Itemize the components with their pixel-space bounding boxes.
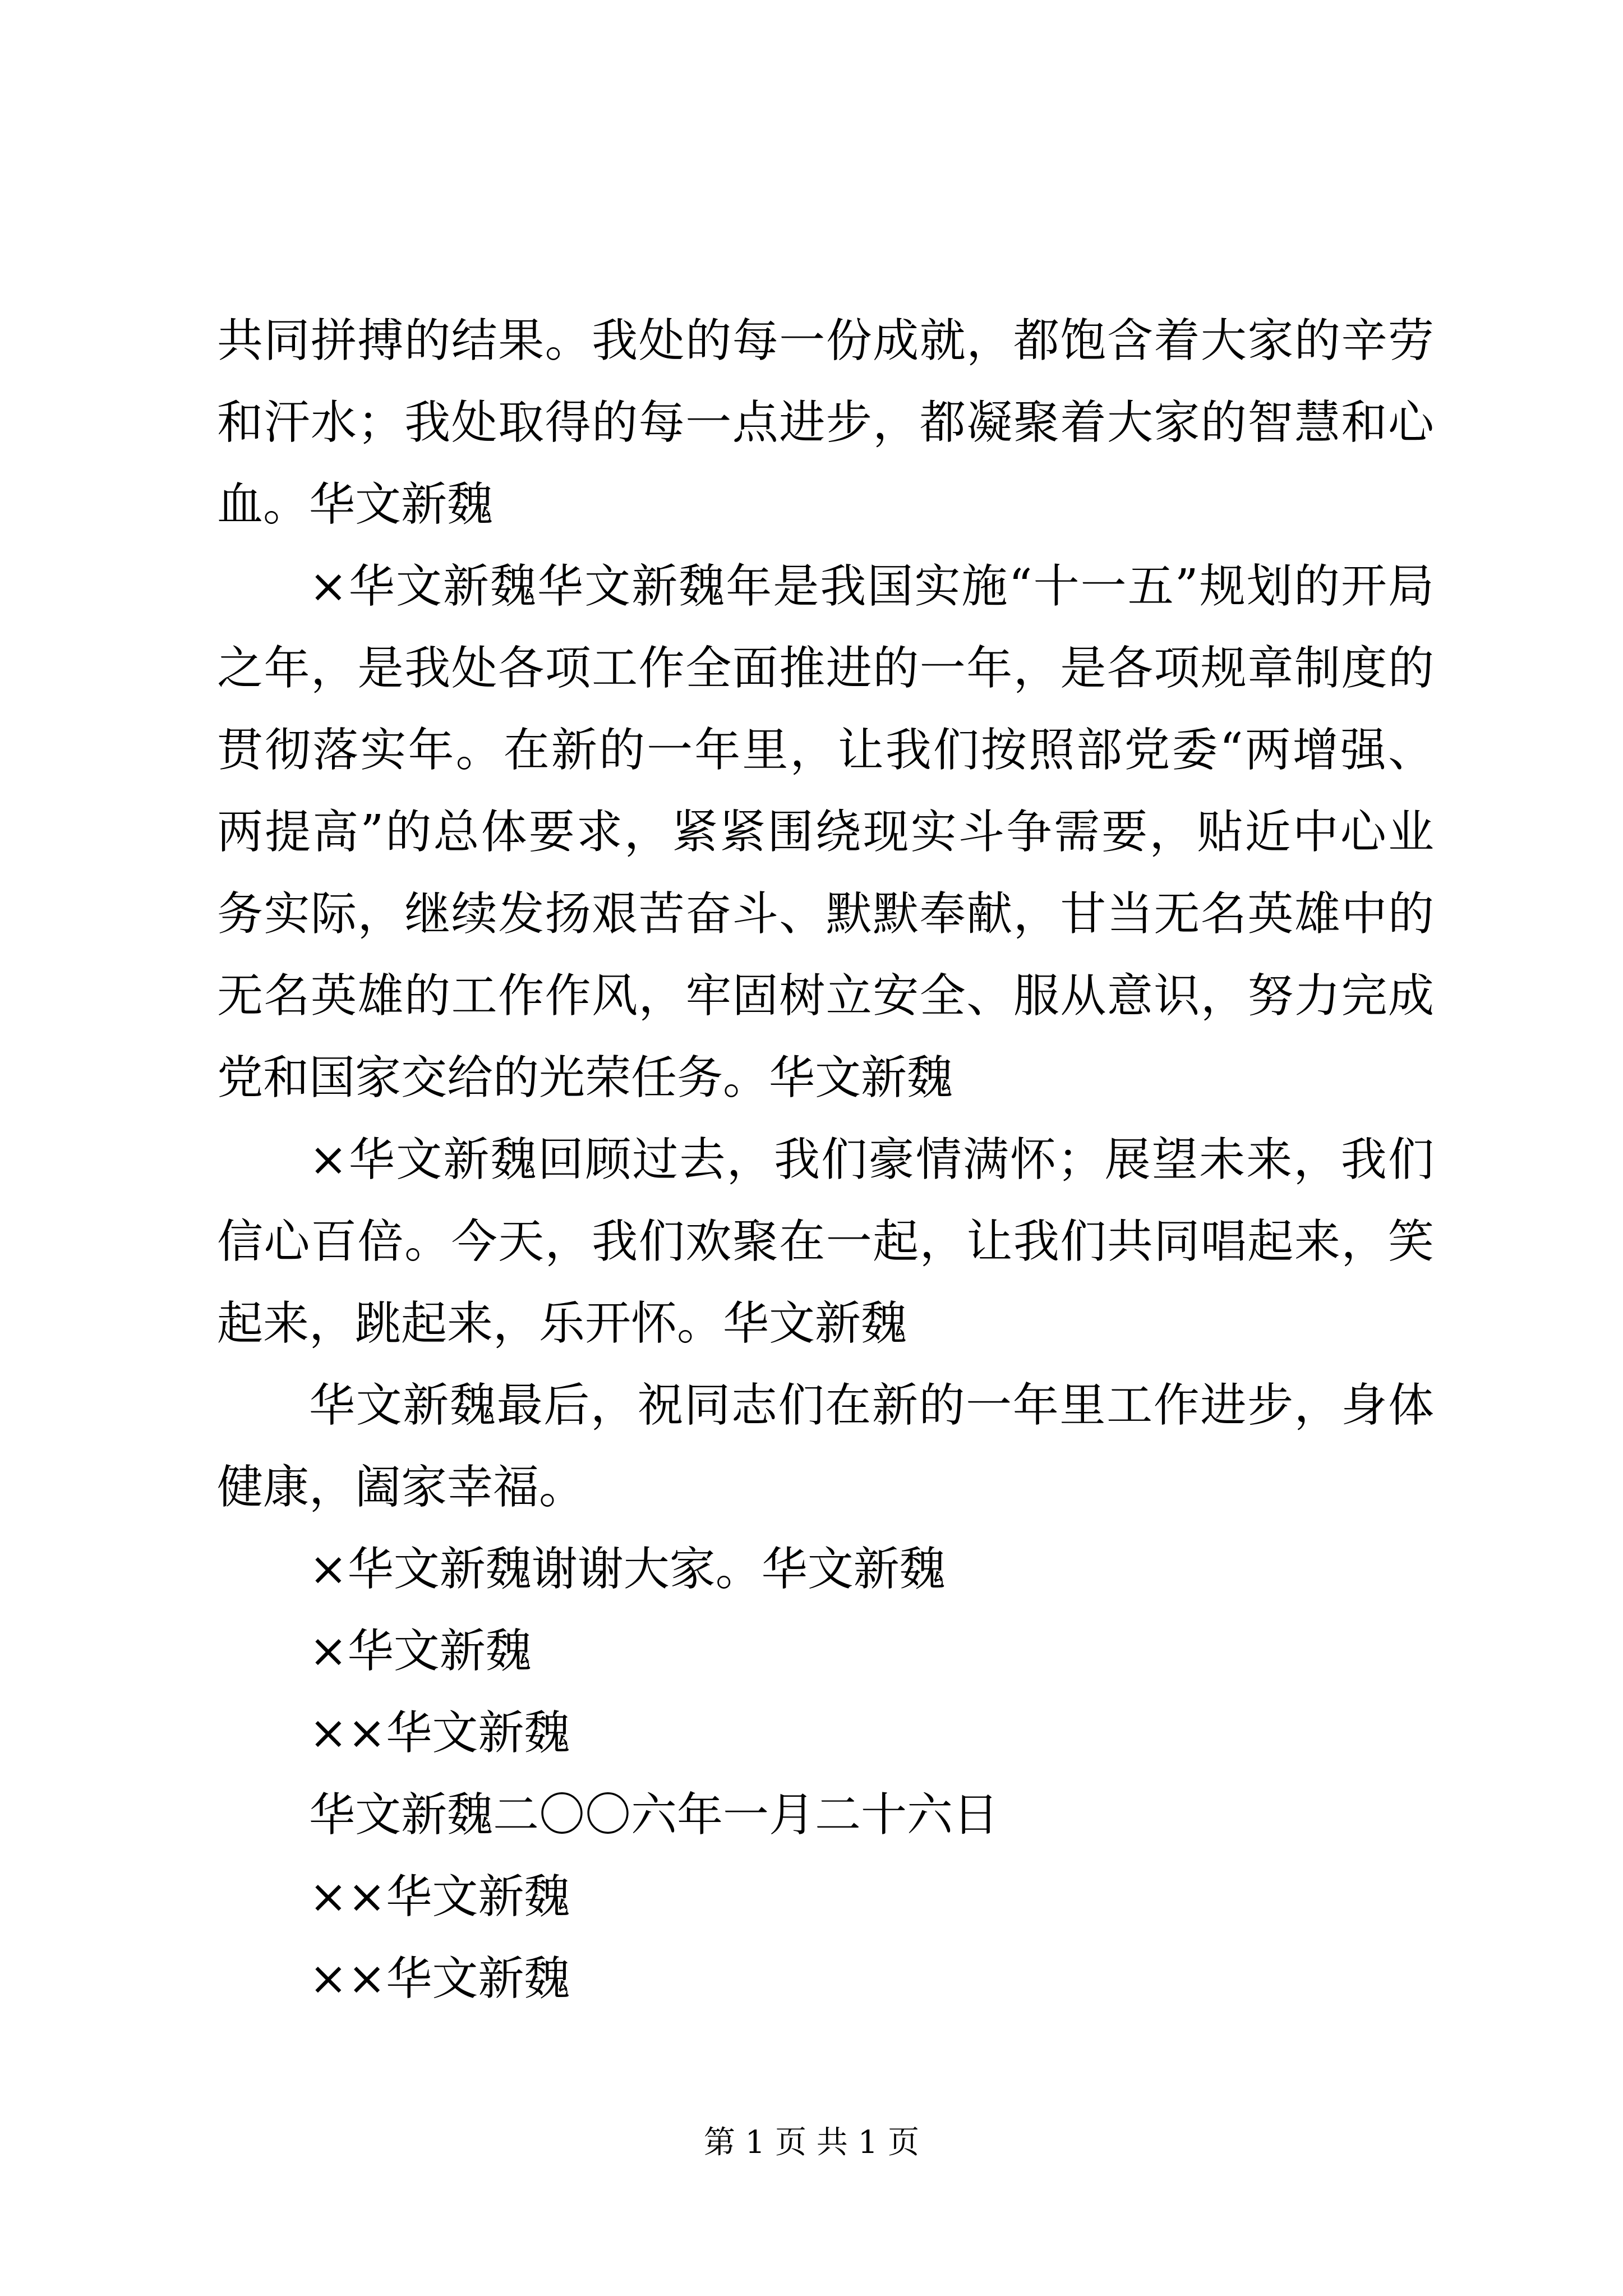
page-number-footer: 第 1 页 共 1 页	[703, 2124, 920, 2161]
paragraph-8: 华文新魏二〇〇六年一月二十六日	[309, 1788, 999, 1842]
paragraph-5: ×华文新魏谢谢大家。华文新魏	[309, 1543, 946, 1596]
paragraph-10: ××华文新魏	[309, 1952, 570, 2005]
paragraph-9: ××华文新魏	[309, 1870, 570, 1924]
paragraph-1: 共同拼搏的结果。我处的每一份成就，都饱含着大家的辛劳和汗水；我处取得的每一点进步，都凝聚着大家的智慧和心血。华文新魏	[217, 314, 1434, 531]
paragraph-3: ×华文新魏回顾过去，我们豪情满怀；展望未来，我们信心百倍。今天，我们欢聚在一起，让我们共同唱起来，笑起来，跳起来，乐开怀。华文新魏	[217, 1133, 1434, 1350]
document-body	[217, 300, 1434, 2020]
paragraph-7: ××华文新魏	[309, 1706, 570, 1760]
paragraph-2: ×华文新魏华文新魏年是我国实施“十一五”规划的开局之年，是我处各项工作全面推进的一年，是各项规章制度的贯彻落实年。在新的一年里，让我们按照部党委“两增强、两提高”的总体要求，紧紧围绕现实斗争需要，贴近中心业务实际，继续发扬艰苦奋斗、默默奉献，甘当无名英雄中的无名英雄的工作作风，牢固树立安全、服从意识，努力完成党和国家交给的光荣任务。华文新魏	[217, 560, 1434, 1105]
paragraph-4: 华文新魏最后，祝同志们在新的一年里工作进步，身体健康，阖家幸福。	[217, 1379, 1434, 1514]
paragraph-6: ×华文新魏	[309, 1625, 532, 1678]
